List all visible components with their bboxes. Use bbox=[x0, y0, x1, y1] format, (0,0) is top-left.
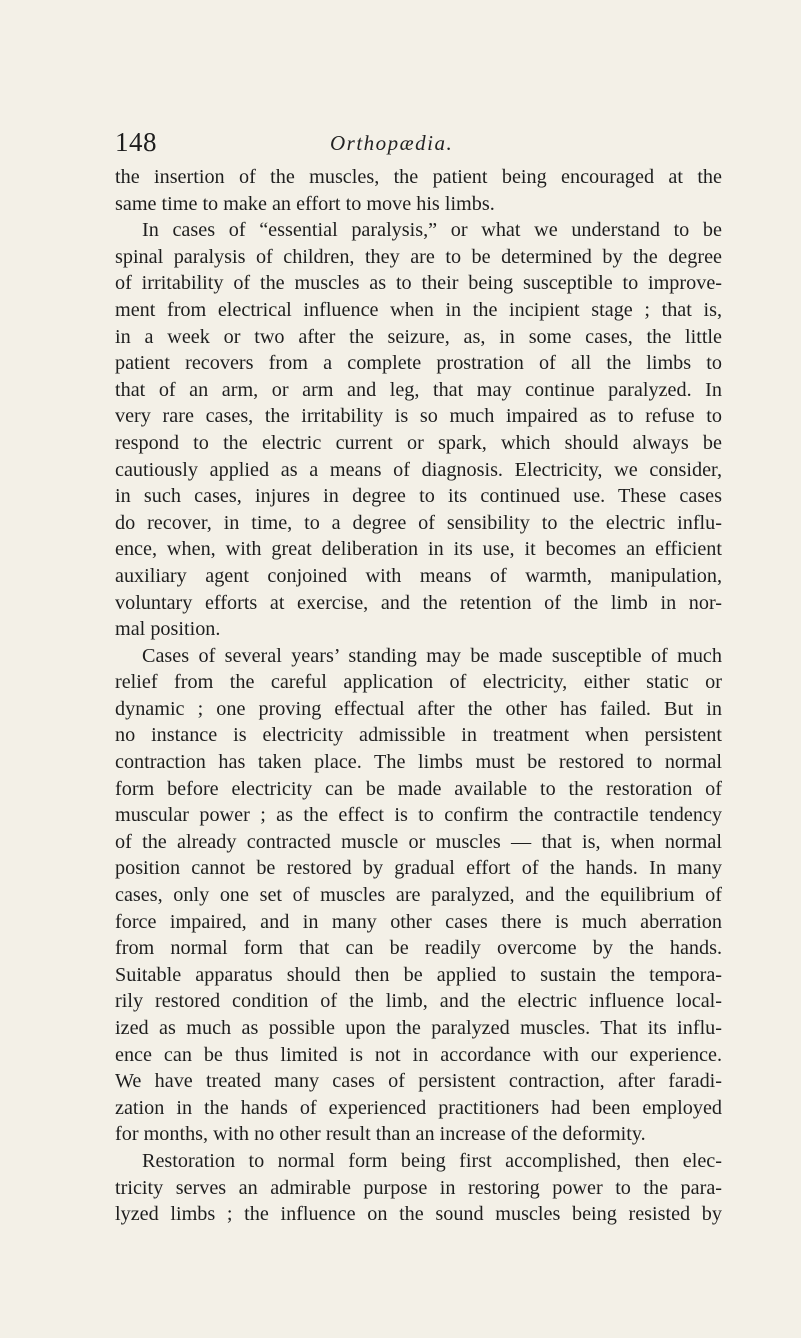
text-line: dynamic ; one proving effectual after the other has failed. But in bbox=[115, 697, 722, 720]
text-line: patient recovers from a complete prostration of all the limbs to bbox=[115, 352, 722, 375]
text-line: cases, only one set of muscles are paralyzed, and the equilibrium of bbox=[115, 884, 722, 907]
text-line: ment from electrical influence when in the incipient stage ; that is, bbox=[115, 298, 722, 321]
text-line: Suitable apparatus should then be applied to sustain the tempora- bbox=[115, 963, 722, 986]
text-line: Restoration to normal form being first accomplished, then elec- bbox=[142, 1149, 722, 1172]
text-line: of the already contracted muscle or muscles — that is, when normal bbox=[115, 830, 722, 853]
text-line: spinal paralysis of children, they are to be determined by the degree bbox=[115, 245, 722, 268]
running-head: Orthopædia. bbox=[330, 131, 454, 155]
text-line: from normal form that can be readily overcome by the hands. bbox=[115, 937, 722, 960]
text-line: contraction has taken place. The limbs must be restored to normal bbox=[115, 751, 722, 774]
text-line: that of an arm, or arm and leg, that may continue paralyzed. In bbox=[115, 378, 722, 401]
text-line: tricity serves an admirable purpose in restoring power to the para- bbox=[115, 1176, 722, 1199]
text-line: auxiliary agent conjoined with means of warmth, manipulation, bbox=[115, 564, 722, 587]
text-line: zation in the hands of experienced practitioners had been employed bbox=[115, 1096, 722, 1119]
text-line: ized as much as possible upon the paralyzed muscles. That its influ- bbox=[115, 1017, 722, 1039]
text-line: Cases of several years’ standing may be made susceptible of much bbox=[142, 644, 722, 667]
text-line: form before electricity can be made available to the restoration of bbox=[115, 777, 722, 800]
page-header bbox=[115, 127, 715, 161]
text-line: of irritability of the muscles as to their being susceptible to improve- bbox=[115, 272, 722, 295]
text-line: ence, when, with great deliberation in its use, it becomes an efficient bbox=[115, 538, 722, 561]
text-line: in such cases, injures in degree to its continued use. These cases bbox=[115, 485, 722, 508]
text-line: cautiously applied as a means of diagnosis. Electricity, we consider, bbox=[115, 458, 722, 481]
text-line: relief from the careful application of electricity, either static or bbox=[115, 671, 722, 694]
text-line: very rare cases, the irritability is so much impaired as to refuse to bbox=[115, 405, 722, 428]
text-line: no instance is electricity admissible in treatment when persistent bbox=[115, 724, 722, 747]
text-line: in a week or two after the seizure, as, in some cases, the little bbox=[115, 325, 722, 348]
text-line: ence can be thus limited is not in accordance with our experience. bbox=[115, 1043, 722, 1066]
text-line: the insertion of the muscles, the patient being encouraged at the bbox=[115, 166, 722, 188]
text-line: muscular power ; as the effect is to confirm the contractile tendency bbox=[115, 804, 722, 827]
page-number: 148 bbox=[115, 127, 157, 157]
text-line: position cannot be restored by gradual effort of the hands. In many bbox=[115, 857, 722, 880]
text-line: same time to make an effort to move his limbs. bbox=[115, 192, 495, 215]
text-line: for months, with no other result than an increase of the deformity. bbox=[115, 1123, 646, 1146]
text-line: do recover, in time, to a degree of sensibility to the electric influ- bbox=[115, 511, 722, 534]
text-line: rily restored condition of the limb, and the electric influence local- bbox=[115, 990, 722, 1013]
body-text bbox=[115, 164, 722, 1228]
text-line: voluntary efforts at exercise, and the retention of the limb in nor- bbox=[115, 591, 722, 614]
text-line: In cases of “essential paralysis,” or what we understand to be bbox=[142, 219, 722, 242]
text-line: mal position. bbox=[115, 618, 221, 641]
text-line: We have treated many cases of persistent contraction, after faradi- bbox=[115, 1070, 722, 1093]
text-line: force impaired, and in many other cases there is much aberration bbox=[115, 910, 722, 933]
text-line: lyzed limbs ; the influence on the sound muscles being resisted by bbox=[115, 1203, 722, 1226]
text-line: respond to the electric current or spark, which should always be bbox=[115, 431, 722, 454]
